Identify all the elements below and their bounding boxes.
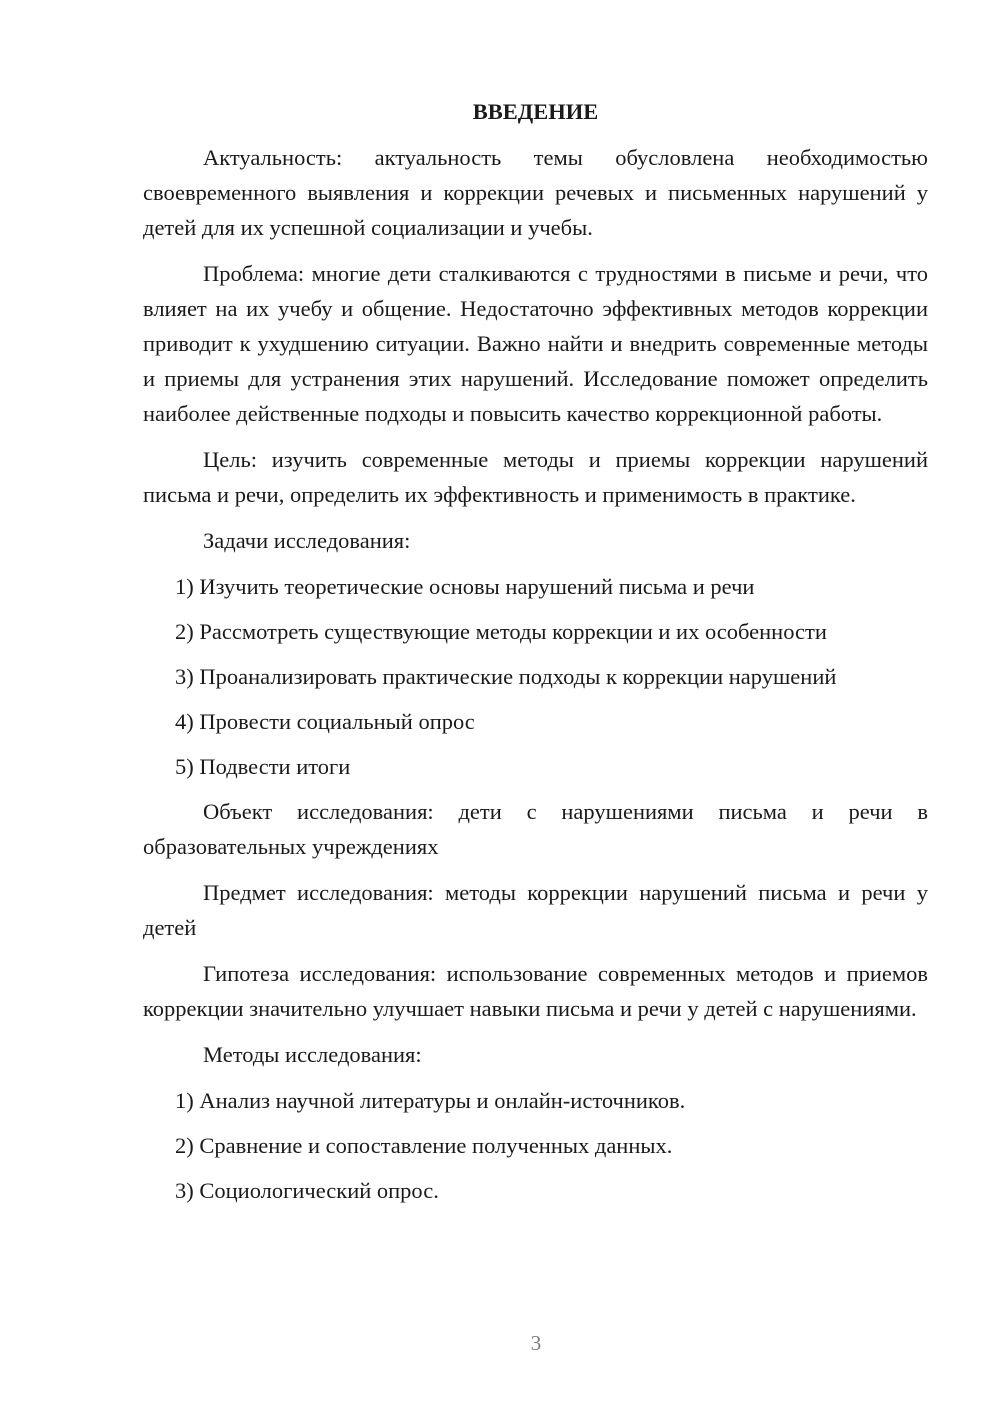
object-paragraph: Объект исследования: дети с нарушениями письма и речи в образовательных учреждениях	[143, 799, 928, 859]
relevance-paragraph: Актуальность: актуальность темы обусловлена необходимостью своевременного выявления и коррекции речевых и письменных нарушений у детей для их успешной социализации и учебы.	[143, 145, 928, 240]
task-item-4: 4) Провести социальный опрос	[175, 709, 475, 734]
task-item-2: 2) Рассмотреть существующие методы коррекции и их особенности	[175, 619, 827, 644]
task-item-1: 1) Изучить теоретические основы нарушений письма и речи	[175, 574, 755, 599]
section-title: ВВЕДЕНИЕ	[472, 99, 599, 124]
page-number: 3	[530, 1331, 542, 1355]
method-item-1: 1) Анализ научной литературы и онлайн-источников.	[175, 1088, 686, 1113]
tasks-list	[143, 569, 928, 784]
methods-list	[143, 1083, 928, 1208]
methods-heading: Методы исследования:	[203, 1042, 422, 1067]
method-item-3: 3) Социологический опрос.	[175, 1178, 439, 1203]
hypothesis-paragraph: Гипотеза исследования: использование современных методов и приемов коррекции значительно улучшает навыки письма и речи у детей с нарушениями.	[143, 961, 928, 1021]
task-item-3: 3) Проанализировать практические подходы к коррекции нарушений	[175, 664, 837, 689]
tasks-heading: Задачи исследования:	[203, 528, 411, 553]
task-item-5: 5) Подвести итоги	[175, 754, 351, 779]
problem-paragraph: Проблема: многие дети сталкиваются с трудностями в письме и речи, что влияет на их учебу и общение. Недостаточно эффективных методов коррекции приводит к ухудшению ситуации. Важно найти и внедрить современные методы и приемы для устранения этих нарушений. Исследование поможет определить наиболее действенные подходы и повысить качество коррекционной работы.	[143, 261, 928, 426]
subject-paragraph: Предмет исследования: методы коррекции нарушений письма и речи у детей	[143, 880, 928, 940]
page-content	[143, 94, 928, 1218]
method-item-2: 2) Сравнение и сопоставление полученных данных.	[175, 1133, 673, 1158]
goal-paragraph: Цель: изучить современные методы и приемы коррекции нарушений письма и речи, определить их эффективность и применимость в практике.	[143, 447, 928, 507]
